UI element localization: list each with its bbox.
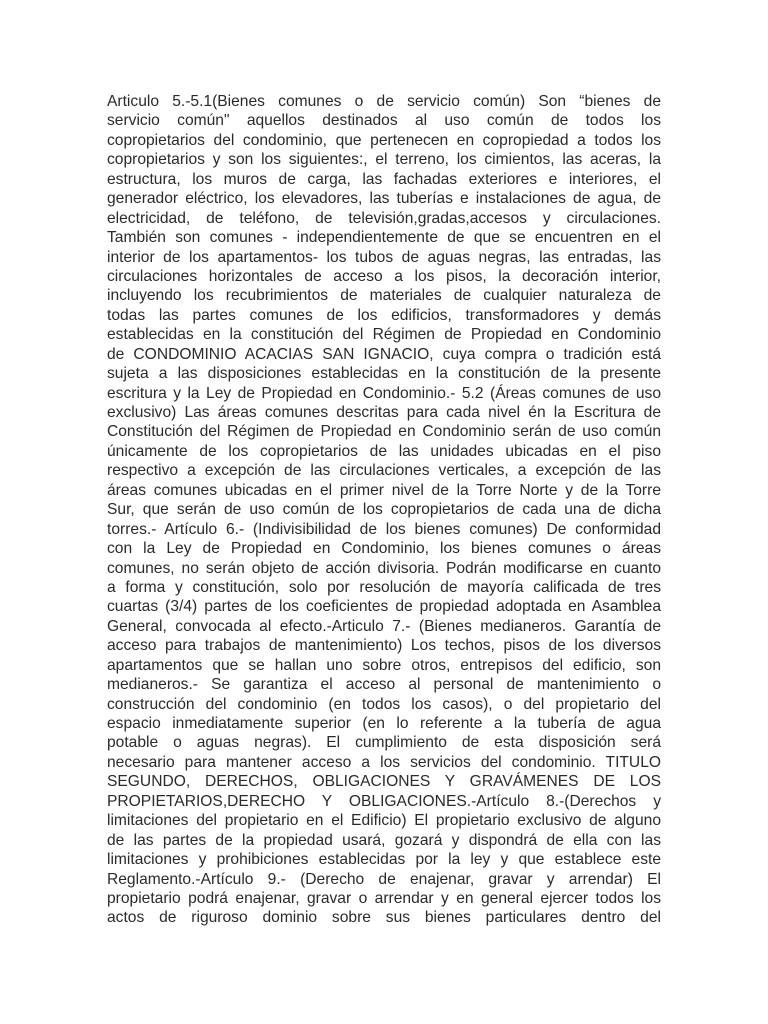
text-line: torres.- Artículo 6.- (Indivisibilidad de los bienes comunes) De conformidad xyxy=(107,520,661,538)
text-line: copropietarios y son los siguientes:, el terreno, los cimientos, las aceras, la xyxy=(107,151,661,169)
text-line: potable o aguas negras). El cumplimiento de esta disposición será xyxy=(107,734,661,752)
text-line: electricidad, de teléfono, de televisión,gradas,accesos y circulaciones. xyxy=(107,209,661,227)
text-line: necesario para mantener acceso a los servicios del condominio. TITULO xyxy=(107,753,661,771)
text-line: limitaciones y prohibiciones establecidas por la ley y que establece este xyxy=(107,851,661,869)
text-line: establecidas en la constitución del Régimen de Propiedad en Condominio xyxy=(107,326,661,344)
text-line: copropietarios del condominio, que pertenecen en copropiedad a todos los xyxy=(107,131,661,149)
text-line: espacio inmediatamente superior (en lo referente a la tubería de agua xyxy=(107,715,661,732)
text-line: actos de riguroso dominio sobre sus bienes particulares dentro del xyxy=(107,909,661,927)
text-line: generador eléctrico, los elevadores, las tuberías e instalaciones de agua, de xyxy=(107,190,661,208)
text-line: escritura y la Ley de Propiedad en Condominio.- 5.2 (Áreas comunes de uso xyxy=(107,384,661,402)
body-paragraph xyxy=(107,92,661,928)
text-line: construcción del condominio (en todos los casos), o del propietario del xyxy=(107,695,661,713)
text-line: servicio común" aquellos destinados al uso común de todos los xyxy=(107,112,661,130)
text-line: SEGUNDO, DERECHOS, OBLIGACIONES Y GRAVÁMENES DE LOS xyxy=(107,773,661,791)
text-line: exclusivo) Las áreas comunes descritas para cada nivel én la Escritura de xyxy=(107,404,661,421)
text-line: comunes, no serán objeto de acción divisoria. Podrán modificarse en cuanto xyxy=(107,559,661,577)
text-line: a forma y constitución, solo por resolución de mayoría calificada de tres xyxy=(107,578,661,596)
text-line: respectivo a excepción de las circulaciones verticales, a excepción de las xyxy=(107,462,661,480)
text-line: Sur, que serán de uso común de los copropietarios de cada una de dicha xyxy=(107,501,661,519)
text-line: cuartas (3/4) partes de los coeficientes de propiedad adoptada en Asamblea xyxy=(107,598,661,616)
text-line: propietario podrá enajenar, gravar o arrendar y en general ejercer todos los xyxy=(107,889,661,907)
text-line: Reglamento.-Artículo 9.- (Derecho de enajenar, gravar y arrendar) El xyxy=(107,870,661,888)
text-line: Articulo 5.-5.1(Bienes comunes o de servicio común) Son “bienes de xyxy=(107,93,661,110)
text-line: únicamente de los copropietarios de las unidades ubicadas en el piso xyxy=(107,442,661,460)
text-line: medianeros.- Se garantiza el acceso al personal de mantenimiento o xyxy=(107,676,661,694)
text-line: todas las partes comunes de los edificios, transformadores y demás xyxy=(107,306,661,324)
text-line: limitaciones del propietario en el Edificio) El propietario exclusivo de alguno xyxy=(107,812,661,830)
text-line: incluyendo los recubrimientos de materiales de cualquier naturaleza de xyxy=(107,287,661,305)
text-line: de las partes de la propiedad usará, gozará y dispondrá de ella con las xyxy=(107,831,661,849)
text-line: PROPIETARIOS,DERECHO Y OBLIGACIONES.-Artículo 8.-(Derechos y xyxy=(107,792,661,810)
text-line: También son comunes - independientemente de que se encuentren en el xyxy=(107,229,661,247)
text-line: Constitución del Régimen de Propiedad en Condominio serán de uso común xyxy=(107,423,661,441)
text-line: apartamentos que se hallan uno sobre otros, entrepisos del edificio, son xyxy=(107,656,661,674)
text-line: con la Ley de Propiedad en Condominio, los bienes comunes o áreas xyxy=(107,540,661,558)
text-line: General, convocada al efecto.-Articulo 7.- (Bienes medianeros. Garantía de xyxy=(107,617,661,635)
text-line: circulaciones horizontales de acceso a los pisos, la decoración interior, xyxy=(107,267,661,285)
text-line: acceso para trabajos de mantenimiento) Los techos, pisos de los diversos xyxy=(107,637,661,655)
text-line: de CONDOMINIO ACACIAS SAN IGNACIO, cuya compra o tradición está xyxy=(107,345,661,363)
text-line: interior de los apartamentos- los tubos de aguas negras, las entradas, las xyxy=(107,248,661,266)
text-line: áreas comunes ubicadas en el primer nivel de la Torre Norte y de la Torre xyxy=(107,481,661,499)
text-line: sujeta a las disposiciones establecidas en la constitución de la presente xyxy=(107,365,661,383)
text-line: estructura, los muros de carga, las fachadas exteriores e interiores, el xyxy=(107,170,661,188)
